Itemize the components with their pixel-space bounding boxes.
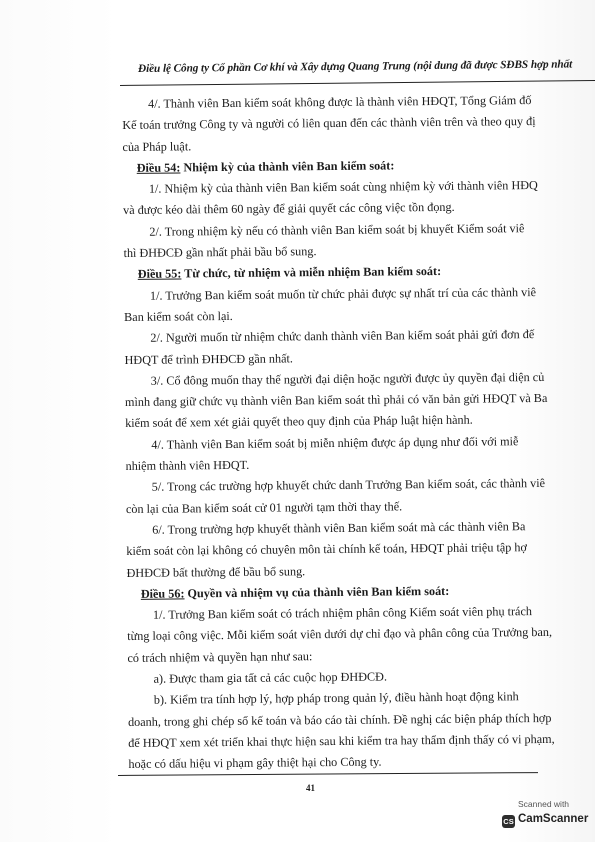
scanned-with-label: Scanned with bbox=[518, 799, 570, 809]
article-label: Điều 56: bbox=[140, 586, 185, 601]
body-text-line: b). Kiểm tra tính hợp lý, hợp pháp trong quản lý, điều hành hoạt động kinh bbox=[153, 689, 519, 708]
body-text-line: nhiệm thành viên HĐQT. bbox=[125, 457, 250, 474]
page-number: 41 bbox=[306, 783, 315, 793]
body-text-line: a). Được tham gia tất cả các cuộc họp ĐHĐCĐ. bbox=[153, 669, 388, 686]
body-text-line: 1/. Nhiệm kỳ của thành viên Ban kiểm soát cùng nhiệm kỳ với thành viên HĐQ bbox=[148, 178, 538, 196]
body-text-line: 2/. Người muốn từ nhiệm chức danh thành viên Ban kiểm soát phải gửi đơn đế bbox=[150, 327, 535, 346]
body-text-line: mình đang giữ chức vụ thành viên Ban kiểm soát thì phải có văn bản gửi HĐQT và Ba bbox=[124, 391, 548, 410]
body-text-line: doanh, trong ghi chép sổ kế toán và báo cáo tài chính. Đề nghị các biện pháp thích hợp bbox=[127, 710, 552, 729]
body-text-line: còn lại của Ban kiểm soát cử 01 người tạm thời thay thế. bbox=[125, 498, 403, 516]
article-label: Điều 55: bbox=[137, 266, 182, 282]
camscanner-logo-icon: CS bbox=[503, 817, 514, 826]
body-text-line: 4/. Thành viên Ban kiểm soát bị miễn nhiệm được áp dụng như đối với miễ bbox=[151, 433, 519, 452]
body-text-line: 1/. Trưởng Ban kiểm soát có trách nhiệm phân công Kiểm soát viên phụ trách bbox=[152, 604, 533, 622]
body-text-line: kiểm soát còn lại không có chuyên môn tài chính kế toán, HĐQT phải triệu tập hợ bbox=[126, 540, 527, 559]
article-label: Điều 54: bbox=[136, 160, 181, 175]
article-title: Từ chức, từ nhiệm và miễn nhiệm Ban kiểm soát: bbox=[181, 264, 442, 281]
article-title: Nhiệm kỳ của thành viên Ban kiểm soát: bbox=[180, 158, 395, 175]
body-text-line: để HĐQT xem xét triển khai thực hiện sau khi kiểm tra hay thẩm định thấy có vi phạm, bbox=[128, 731, 555, 750]
document-header: Điều lệ Công ty Cổ phần Cơ khí và Xây dựng Quang Trung (nội dung đã được SĐBS hợp nhất bbox=[137, 58, 573, 75]
article-title: Quyền và nhiệm vụ của thành viên Ban kiểm soát: bbox=[184, 583, 450, 601]
body-text-line: 6/. Trong trường hợp khuyết thành viên Ban kiểm soát mà các thành viên Ba bbox=[152, 519, 526, 537]
body-text-line: 3/. Cổ đông muốn thay thế người đại diện hoặc người được ủy quyền đại diện củ bbox=[150, 369, 545, 388]
body-text-line: Ban kiểm soát còn lại. bbox=[124, 308, 233, 324]
header-divider bbox=[120, 80, 595, 86]
body-text-line: thì ĐHĐCĐ gần nhất phải bầu bổ sung. bbox=[123, 244, 317, 261]
body-text-line: Kế toán trưởng Công ty và người có liên quan đến các thành viên trên và theo quy đị bbox=[122, 114, 536, 133]
body-text-line: 5/. Trong các trường hợp khuyết chức danh Trưởng Ban kiểm soát, các thành viê bbox=[151, 476, 546, 495]
body-text-line: 1/. Trưởng Ban kiểm soát muốn từ chức phải được sự nhất trí của các thành viê bbox=[149, 284, 537, 303]
body-text-line: ĐHĐCĐ bất thường để bầu bổ sung. bbox=[126, 563, 306, 580]
body-text-line: có trách nhiệm và quyền hạn như sau: bbox=[127, 648, 313, 665]
body-text-line: kiểm soát để xem xét giải quyết theo quy định của Pháp luật hiện hành. bbox=[125, 413, 473, 431]
body-text-line: HĐQT để trình ĐHĐCĐ gần nhất. bbox=[124, 350, 293, 367]
camscanner-watermark bbox=[500, 797, 592, 833]
body-text-line: 4/. Thành viên Ban kiểm soát không được là thành viên HĐQT, Tổng Giám đố bbox=[148, 93, 532, 111]
document-body bbox=[122, 90, 555, 776]
body-text-line: hoặc có dấu hiệu vi phạm gây thiệt hại cho Công ty. bbox=[128, 754, 382, 772]
camscanner-name: CamScanner bbox=[518, 813, 589, 825]
body-text-line: của Pháp luật. bbox=[122, 138, 192, 154]
body-text-line: từng loại công việc. Mỗi kiểm soát viên dưới dự chỉ đạo và phân công của Trưởng ban, bbox=[127, 625, 553, 644]
body-text-line: 2/. Trong nhiệm kỳ nếu có thành viên Ban kiểm soát bị khuyết Kiểm soát viê bbox=[149, 220, 525, 239]
body-text-line: và được kéo dài thêm 60 ngày để giải quyết các công việc tồn đọng. bbox=[123, 200, 455, 218]
